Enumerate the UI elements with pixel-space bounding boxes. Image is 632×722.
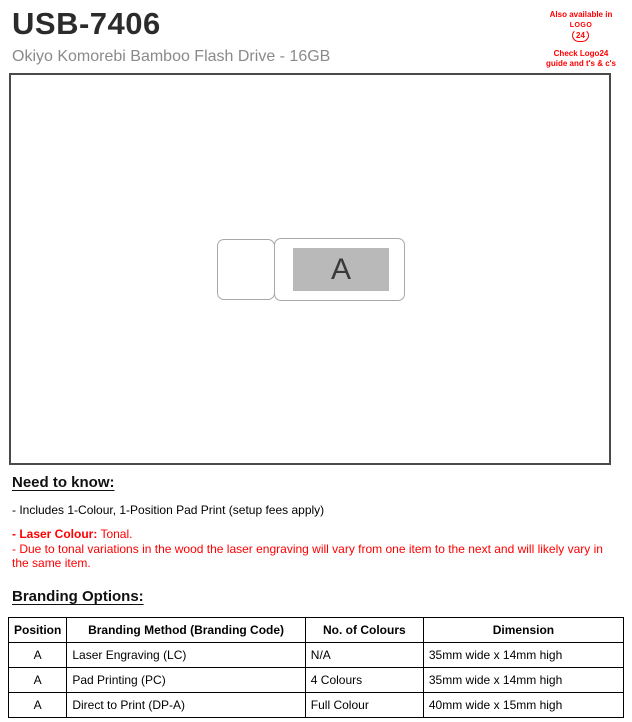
cell-branding-method: Direct to Print (DP-A) (67, 693, 305, 718)
laser-colour-line (12, 527, 620, 542)
logo24-word: LOGO (569, 22, 593, 29)
laser-colour-label: - Laser Colour: (12, 527, 98, 541)
usb-body-outline (274, 238, 405, 301)
product-code-title: USB-7406 (12, 6, 161, 41)
table-row (9, 693, 624, 718)
cell-position: A (9, 693, 67, 718)
need-to-know-warning (12, 527, 620, 571)
cell-no-of-colours: N/A (305, 643, 423, 668)
badge-line-guide: guide and t's & c's (545, 59, 617, 68)
cell-position: A (9, 643, 67, 668)
product-image-frame (9, 73, 611, 465)
cell-branding-method: Laser Engraving (LC) (67, 643, 305, 668)
cell-position: A (9, 668, 67, 693)
header-position: Position (9, 618, 67, 643)
product-name-subtitle: Okiyo Komorebi Bamboo Flash Drive - 16GB (12, 48, 331, 65)
logo24-badge[interactable] (535, 10, 627, 69)
branding-options-table (8, 617, 624, 718)
need-to-know-heading: Need to know: (12, 474, 115, 491)
tonal-variation-note: - Due to tonal variations in the wood the laser engraving will vary from one item to the next and will likely vary in the same item. (12, 541, 603, 570)
laser-colour-value: Tonal. (97, 527, 133, 541)
branding-position-marker: A (293, 248, 389, 291)
table-row (9, 668, 624, 693)
cell-no-of-colours: 4 Colours (305, 668, 423, 693)
need-to-know-includes: - Includes 1-Colour, 1-Position Pad Print (setup fees apply) (12, 503, 325, 517)
cell-no-of-colours: Full Colour (305, 693, 423, 718)
badge-line-check: Check Logo24 (553, 49, 609, 58)
table-row (9, 643, 624, 668)
header-branding-method: Branding Method (Branding Code) (67, 618, 305, 643)
usb-cap-outline (217, 239, 275, 300)
badge-line-available: Also available in (549, 10, 613, 19)
header-dimension: Dimension (423, 618, 623, 643)
cell-branding-method: Pad Printing (PC) (67, 668, 305, 693)
logo24-number: 24 (572, 29, 589, 42)
cell-dimension: 35mm wide x 14mm high (423, 643, 623, 668)
cell-dimension: 40mm wide x 15mm high (423, 693, 623, 718)
branding-options-heading: Branding Options: (12, 588, 144, 605)
table-header-row (9, 618, 624, 643)
header-no-of-colours: No. of Colours (305, 618, 423, 643)
logo24-icon (568, 22, 594, 44)
cell-dimension: 35mm wide x 14mm high (423, 668, 623, 693)
